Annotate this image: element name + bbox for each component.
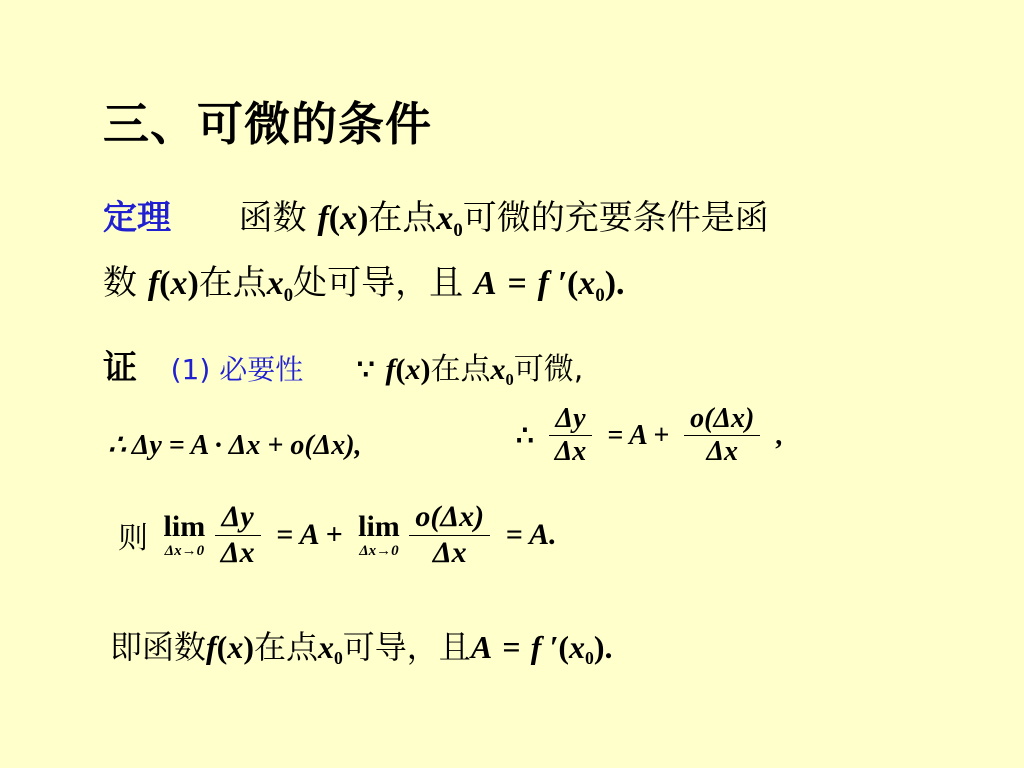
math-f: f bbox=[206, 629, 217, 665]
limit-line bbox=[118, 500, 563, 570]
fraction-o-dx bbox=[684, 403, 760, 468]
fraction-dy-dx bbox=[549, 403, 593, 468]
then-text: 则 bbox=[118, 521, 148, 556]
math-fprime: f ′ bbox=[530, 629, 559, 665]
conclusion-text-a: 即函数 bbox=[110, 628, 207, 666]
proof-text-at: 在点 bbox=[430, 352, 491, 387]
math-eq: = bbox=[502, 629, 521, 665]
math-end: ). bbox=[604, 265, 625, 302]
proof-text-diff: 可微, bbox=[513, 352, 584, 387]
fraction-numerator: Δy bbox=[549, 403, 593, 436]
math-f: f bbox=[317, 200, 329, 237]
conclusion-text-c: 可导，且 bbox=[342, 628, 471, 666]
proof-line-1: 证 (1) 必要性 ∵ f(x)在点x0可微, bbox=[103, 348, 584, 389]
theorem-text-e: 在点 bbox=[198, 263, 267, 303]
conclusion-line: 即函数f(x)在点x0可导，且A = f ′(x0). bbox=[110, 628, 613, 669]
theorem-line-2: 数 f(x)在点x0处可导，且 A = f ′(x0). bbox=[103, 263, 625, 306]
theorem-text-a: 函数 bbox=[238, 198, 307, 238]
fraction-numerator: Δy bbox=[215, 500, 261, 536]
math-x: x bbox=[170, 265, 188, 302]
theorem-label: 定理 bbox=[103, 198, 171, 238]
math-x0-sub: 0 bbox=[283, 284, 294, 306]
fraction-o-dx-2 bbox=[409, 500, 490, 570]
math-x0: x bbox=[266, 265, 284, 302]
math-end: ). bbox=[593, 629, 613, 665]
lim-word: lim bbox=[163, 509, 206, 543]
math-x0: x bbox=[318, 629, 334, 665]
because-symbol: ∵ bbox=[356, 355, 375, 386]
equation-increment: ∴ Δy = A · Δx + o(Δx), bbox=[108, 430, 362, 461]
math-x0: x bbox=[569, 629, 586, 665]
lim-word: lim bbox=[358, 509, 400, 543]
math-eq: = bbox=[507, 265, 527, 302]
fraction-numerator: o(Δx) bbox=[409, 500, 490, 536]
therefore-symbol: ∴ bbox=[516, 420, 534, 452]
conclusion-text-b: 在点 bbox=[253, 628, 318, 666]
equation-line-2 bbox=[510, 403, 788, 468]
fraction-denominator: Δx bbox=[432, 535, 467, 569]
math-x0-sub: 0 bbox=[334, 648, 343, 669]
math-x0: x bbox=[436, 200, 454, 237]
theorem-text-d: 数 bbox=[103, 263, 137, 303]
math-x0-sub: 0 bbox=[505, 369, 514, 389]
equals-a-plus: = A + bbox=[276, 518, 343, 551]
math-f: f bbox=[385, 353, 396, 386]
math-x: x bbox=[227, 629, 244, 665]
fraction-denominator: Δx bbox=[554, 436, 587, 468]
theorem-line-1: 定理 函数 f(x)在点x0可微的充要条件是函 bbox=[103, 198, 769, 241]
lim-subscript: Δx→0 bbox=[164, 542, 205, 559]
math-x0: x bbox=[578, 265, 596, 302]
equals-a-end: = A. bbox=[505, 518, 557, 551]
fraction-denominator: Δx bbox=[220, 535, 255, 569]
theorem-text-f: 处可导，且 bbox=[293, 263, 464, 303]
math-x0-sub: 0 bbox=[585, 648, 594, 669]
math-f: f bbox=[147, 265, 160, 302]
math-x0-sub: 0 bbox=[595, 284, 605, 306]
math-x0-sub: 0 bbox=[453, 219, 463, 241]
proof-label: 证 bbox=[103, 348, 137, 388]
math-x0: x bbox=[490, 353, 506, 386]
fraction-dy-dx-2 bbox=[215, 500, 261, 570]
limit-operator-2 bbox=[358, 509, 400, 559]
fraction-denominator: Δx bbox=[706, 436, 738, 468]
limit-operator-1 bbox=[163, 509, 206, 559]
theorem-text-b: 在点 bbox=[368, 198, 437, 238]
fraction-numerator: o(Δx) bbox=[684, 403, 760, 436]
math-fprime: f ′ bbox=[537, 265, 568, 302]
proof-part-1: (1) 必要性 bbox=[170, 353, 304, 386]
comma: , bbox=[775, 419, 783, 451]
page-title: 三、可微的条件 bbox=[103, 97, 432, 151]
math-x: x bbox=[405, 353, 421, 386]
theorem-text-c: 可微的充要条件是函 bbox=[462, 198, 769, 238]
math-x: x bbox=[340, 200, 358, 237]
equation-line-1 bbox=[108, 405, 362, 485]
lim-subscript: Δx→0 bbox=[359, 542, 399, 559]
equals-a-plus: = A + bbox=[607, 419, 670, 451]
math-A: A bbox=[473, 265, 497, 302]
math-A: A bbox=[470, 629, 493, 665]
